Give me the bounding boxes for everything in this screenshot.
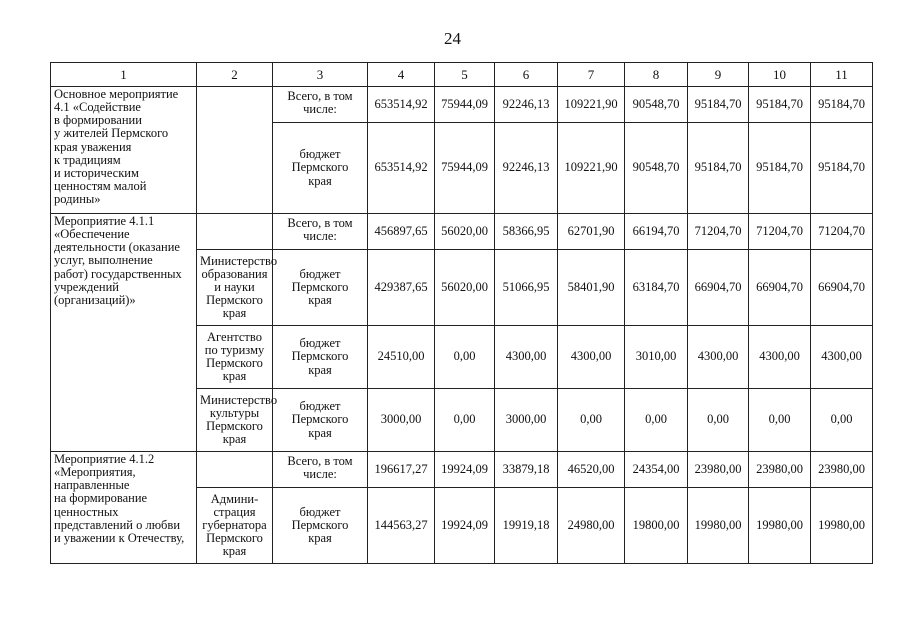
value-cell: 19924,09 <box>435 488 495 564</box>
funding-source: бюджет Пермского края <box>273 123 368 214</box>
funding-source: бюджет Пермского края <box>273 488 368 564</box>
value-cell: 33879,18 <box>495 452 558 488</box>
header-cell: 7 <box>558 63 625 87</box>
value-cell: 66904,70 <box>811 250 873 326</box>
value-cell: 144563,27 <box>368 488 435 564</box>
executor-cell <box>197 452 273 488</box>
value-cell: 4300,00 <box>558 326 625 389</box>
executor-cell: Админи- страция губернатора Пермского края <box>197 488 273 564</box>
value-cell: 92246,13 <box>495 87 558 123</box>
measure-description: Мероприятие 4.1.1 «Обеспечение деятельности (оказание услуг, выполнение работ) государственных учреждений (организаций)» <box>51 214 197 452</box>
value-cell: 95184,70 <box>688 123 749 214</box>
funding-source: бюджет Пермского края <box>273 250 368 326</box>
value-cell: 653514,92 <box>368 87 435 123</box>
executor-cell: Агентство по туризму Пермского края <box>197 326 273 389</box>
value-cell: 3000,00 <box>495 389 558 452</box>
value-cell: 66194,70 <box>625 214 688 250</box>
value-cell: 46520,00 <box>558 452 625 488</box>
value-cell: 95184,70 <box>688 87 749 123</box>
header-cell: 9 <box>688 63 749 87</box>
value-cell: 71204,70 <box>688 214 749 250</box>
measure-description: Основное мероприятие 4.1 «Содействие в формировании у жителей Пермского края уважения к традициям и историческим ценностям малой родины» <box>51 87 197 214</box>
executor-cell: Министерство культуры Пермского края <box>197 389 273 452</box>
value-cell: 4300,00 <box>495 326 558 389</box>
value-cell: 19980,00 <box>749 488 811 564</box>
budget-table <box>50 62 873 564</box>
funding-source: Всего, в том числе: <box>273 214 368 250</box>
table-row <box>51 87 873 123</box>
value-cell: 19924,09 <box>435 452 495 488</box>
value-cell: 0,00 <box>558 389 625 452</box>
value-cell: 0,00 <box>688 389 749 452</box>
value-cell: 19919,18 <box>495 488 558 564</box>
executor-cell <box>197 214 273 250</box>
value-cell: 62701,90 <box>558 214 625 250</box>
header-row <box>51 63 873 87</box>
value-cell: 24510,00 <box>368 326 435 389</box>
value-cell: 23980,00 <box>811 452 873 488</box>
table-row <box>51 214 873 250</box>
funding-source: бюджет Пермского края <box>273 326 368 389</box>
value-cell: 58401,90 <box>558 250 625 326</box>
value-cell: 58366,95 <box>495 214 558 250</box>
value-cell: 23980,00 <box>688 452 749 488</box>
value-cell: 71204,70 <box>749 214 811 250</box>
value-cell: 0,00 <box>435 326 495 389</box>
header-cell: 11 <box>811 63 873 87</box>
value-cell: 3000,00 <box>368 389 435 452</box>
page-number: 24 <box>444 29 461 48</box>
header-cell: 3 <box>273 63 368 87</box>
value-cell: 19980,00 <box>688 488 749 564</box>
value-cell: 95184,70 <box>811 87 873 123</box>
value-cell: 196617,27 <box>368 452 435 488</box>
value-cell: 90548,70 <box>625 87 688 123</box>
funding-source: Всего, в том числе: <box>273 452 368 488</box>
value-cell: 95184,70 <box>811 123 873 214</box>
value-cell: 56020,00 <box>435 214 495 250</box>
value-cell: 4300,00 <box>688 326 749 389</box>
value-cell: 456897,65 <box>368 214 435 250</box>
value-cell: 3010,00 <box>625 326 688 389</box>
table-row <box>51 452 873 488</box>
value-cell: 75944,09 <box>435 87 495 123</box>
value-cell: 109221,90 <box>558 87 625 123</box>
measure-description: Мероприятие 4.1.2 «Мероприятия, направленные на формирование ценностных представлений о любви и уважении к Отечеству, <box>51 452 197 564</box>
value-cell: 75944,09 <box>435 123 495 214</box>
value-cell: 24980,00 <box>558 488 625 564</box>
funding-source: Всего, в том числе: <box>273 87 368 123</box>
value-cell: 429387,65 <box>368 250 435 326</box>
executor-cell: Министерство образования и науки Пермского края <box>197 250 273 326</box>
header-cell: 1 <box>51 63 197 87</box>
value-cell: 66904,70 <box>749 250 811 326</box>
value-cell: 653514,92 <box>368 123 435 214</box>
value-cell: 56020,00 <box>435 250 495 326</box>
header-cell: 2 <box>197 63 273 87</box>
value-cell: 63184,70 <box>625 250 688 326</box>
funding-source: бюджет Пермского края <box>273 389 368 452</box>
value-cell: 92246,13 <box>495 123 558 214</box>
value-cell: 95184,70 <box>749 123 811 214</box>
value-cell: 4300,00 <box>749 326 811 389</box>
header-cell: 8 <box>625 63 688 87</box>
value-cell: 109221,90 <box>558 123 625 214</box>
header-cell: 6 <box>495 63 558 87</box>
value-cell: 24354,00 <box>625 452 688 488</box>
value-cell: 51066,95 <box>495 250 558 326</box>
value-cell: 0,00 <box>625 389 688 452</box>
value-cell: 19980,00 <box>811 488 873 564</box>
value-cell: 66904,70 <box>688 250 749 326</box>
header-cell: 5 <box>435 63 495 87</box>
value-cell: 95184,70 <box>749 87 811 123</box>
value-cell: 71204,70 <box>811 214 873 250</box>
value-cell: 90548,70 <box>625 123 688 214</box>
header-cell: 4 <box>368 63 435 87</box>
value-cell: 4300,00 <box>811 326 873 389</box>
value-cell: 23980,00 <box>749 452 811 488</box>
executor-cell <box>197 87 273 214</box>
value-cell: 0,00 <box>435 389 495 452</box>
header-cell: 10 <box>749 63 811 87</box>
value-cell: 0,00 <box>749 389 811 452</box>
value-cell: 0,00 <box>811 389 873 452</box>
value-cell: 19800,00 <box>625 488 688 564</box>
